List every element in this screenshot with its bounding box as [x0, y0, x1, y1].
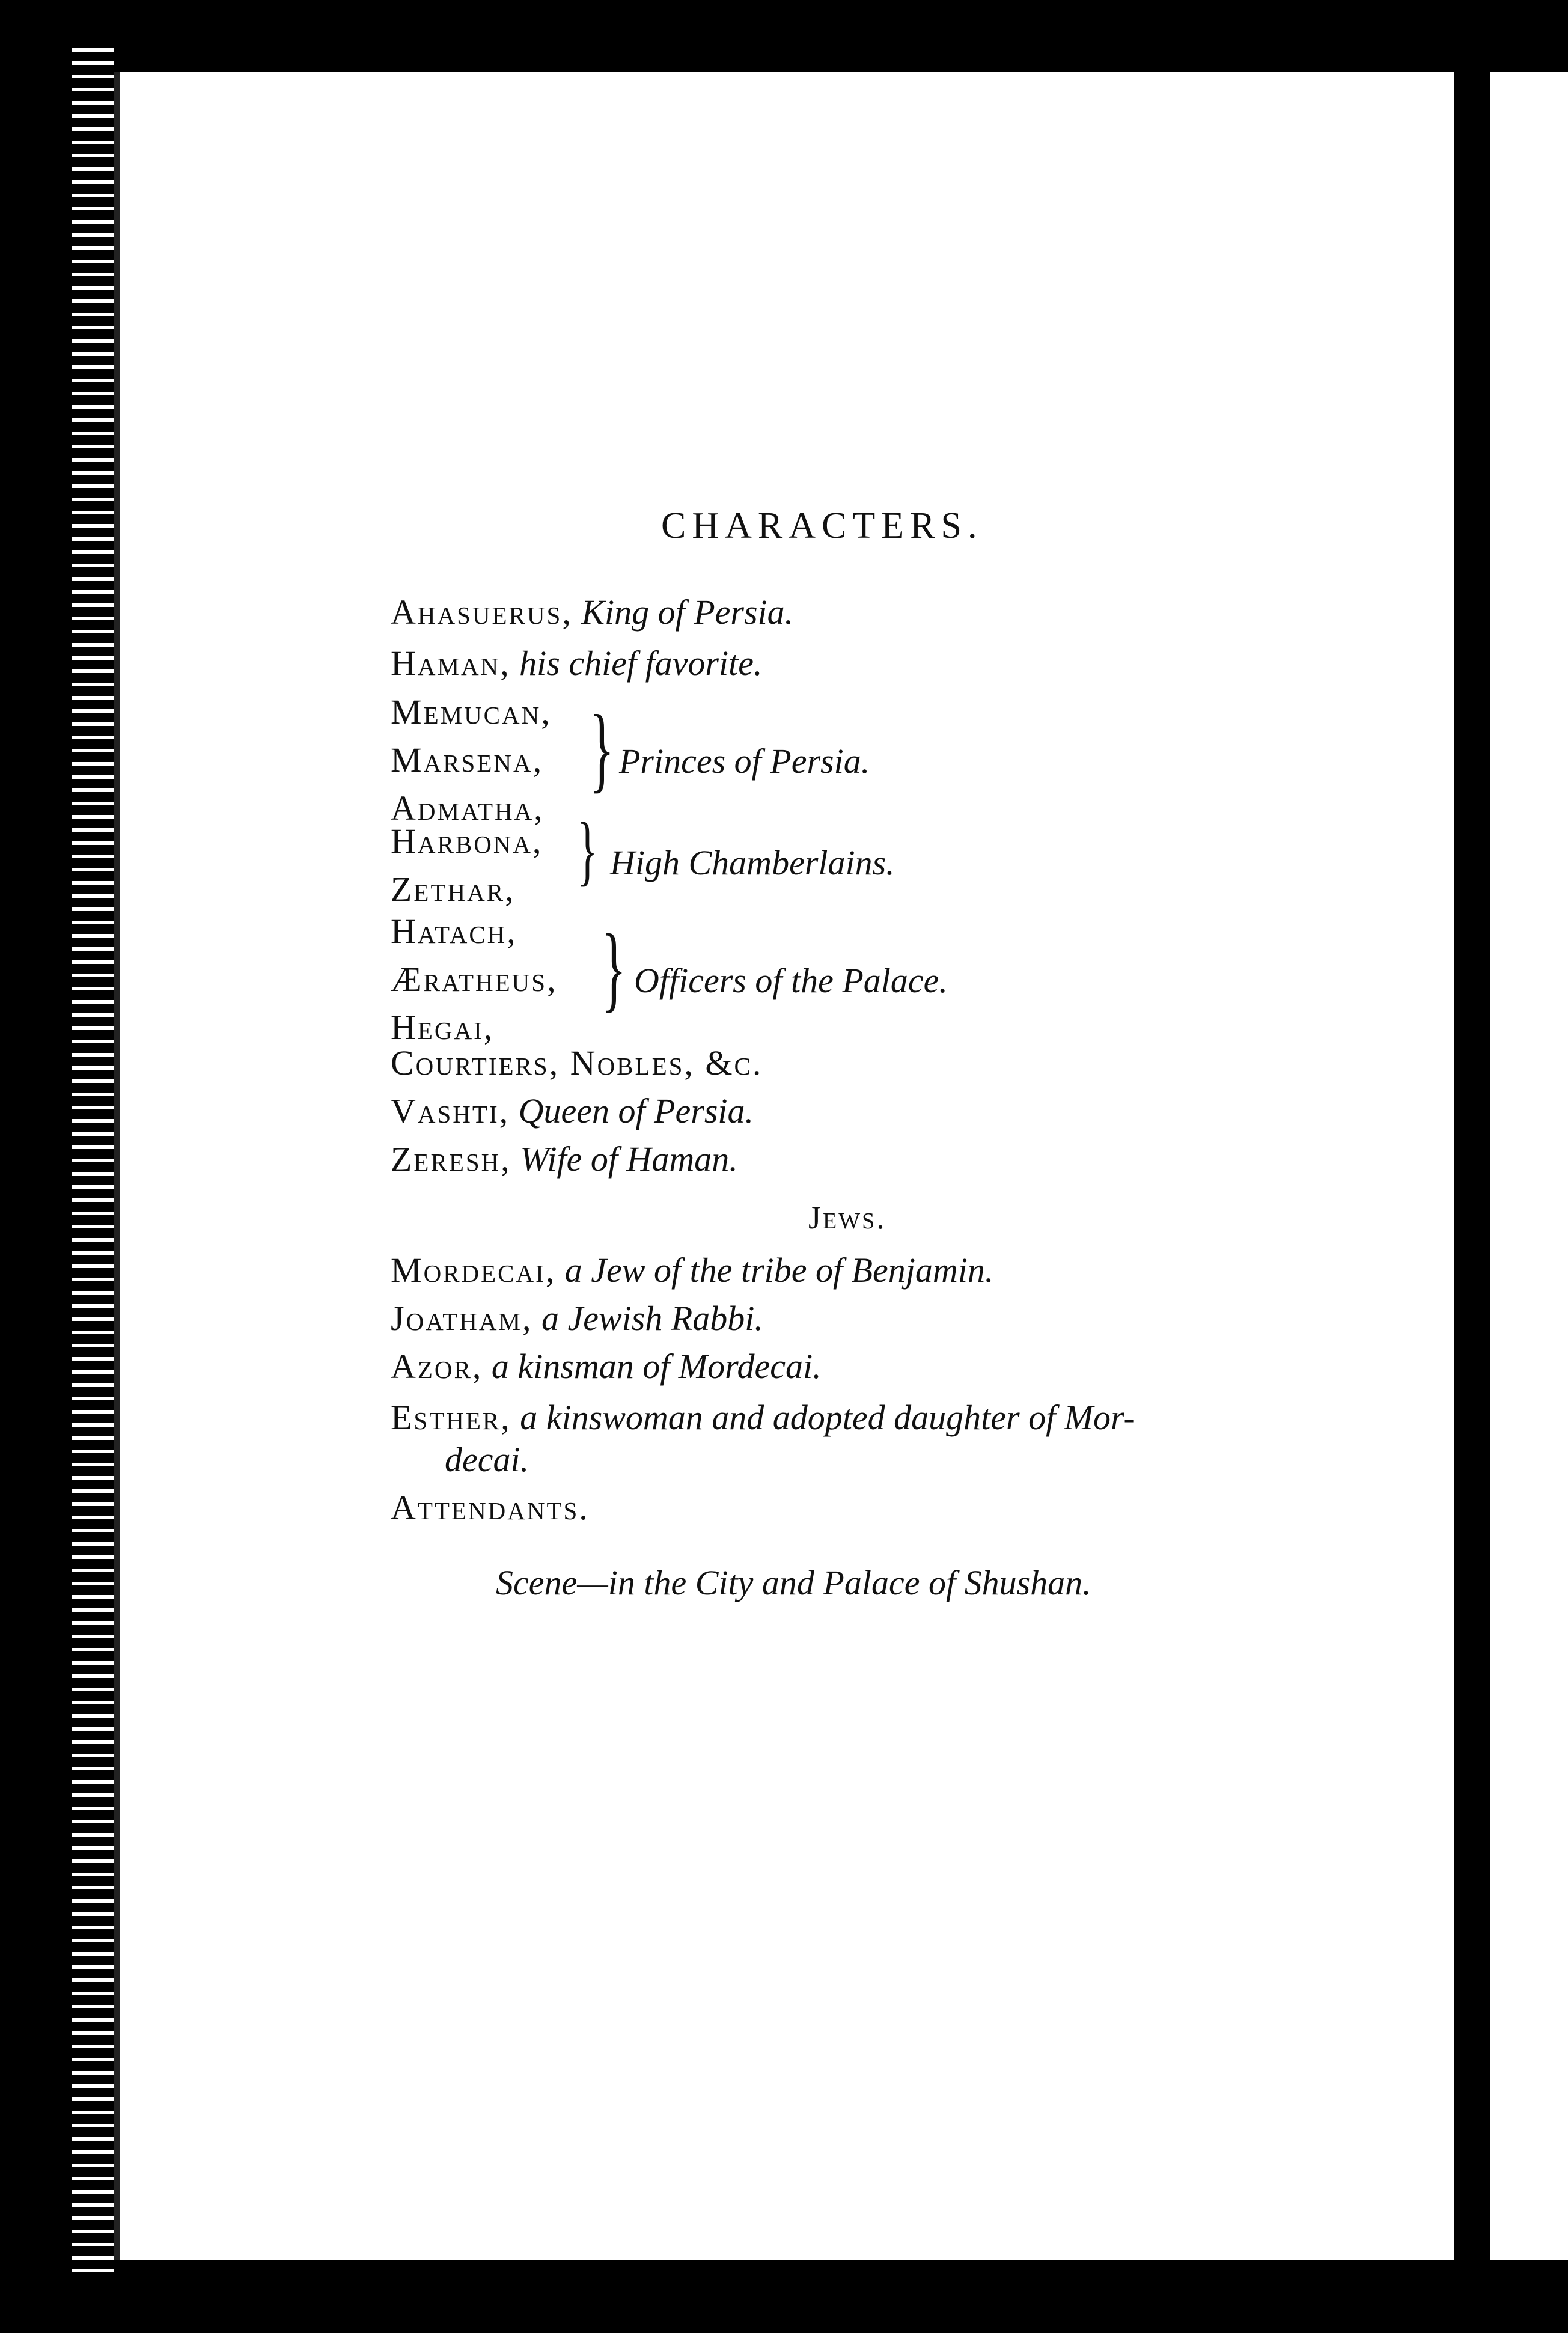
names-column	[391, 907, 558, 1052]
character-entry	[391, 595, 793, 630]
character-name: Haman,	[391, 644, 511, 683]
group-role: Princes of Persia.	[619, 742, 870, 781]
character-entry	[391, 1400, 1135, 1435]
brace: }	[601, 914, 627, 1021]
character-role: a kinswoman and adopted daughter of Mor-	[520, 1398, 1135, 1437]
character-entry	[391, 1301, 763, 1336]
book-edge-right	[1454, 72, 1568, 2260]
names-column	[391, 688, 552, 832]
character-name: Joatham,	[391, 1299, 533, 1338]
character-name: Vashti,	[391, 1091, 510, 1130]
character-name: Hegai,	[391, 1008, 495, 1047]
character-role-continued: decai.	[445, 1440, 529, 1479]
names-column	[391, 817, 543, 913]
book-edge-left	[0, 0, 114, 2333]
scene-note: Scene—in the City and Palace of Shushan.	[496, 1563, 1091, 1602]
brace: }	[589, 695, 615, 802]
character-name: Æratheus,	[391, 960, 558, 999]
character-name: Admatha,	[391, 788, 545, 828]
attendants-entry: Attendants.	[391, 1488, 590, 1527]
character-name: Harbona,	[391, 822, 543, 861]
character-role: his chief favorite.	[519, 644, 763, 683]
character-name: Memucan,	[391, 692, 552, 731]
group-role: Officers of the Palace.	[634, 961, 948, 1000]
character-entry	[391, 646, 762, 681]
group-role: High Chamberlains.	[610, 843, 895, 882]
page-title: CHARACTERS.	[661, 505, 983, 546]
brace: }	[577, 807, 598, 894]
character-entry	[391, 1139, 738, 1179]
character-name: Hatach,	[391, 912, 517, 951]
binding-shadow	[1454, 72, 1490, 2260]
character-name: Zeresh,	[391, 1139, 511, 1179]
character-role: Queen of Persia.	[518, 1091, 754, 1130]
character-role: a kinsman of Mordecai.	[491, 1347, 822, 1386]
character-role: Wife of Haman.	[520, 1139, 738, 1179]
page	[114, 72, 1460, 2260]
character-entry	[391, 1253, 993, 1288]
character-name: Ahasuerus,	[391, 593, 573, 632]
character-name: Esther,	[391, 1398, 511, 1437]
character-entry	[391, 1349, 822, 1384]
page-edge-texture	[72, 48, 114, 2272]
character-entry	[391, 1091, 754, 1130]
character-name: Mordecai,	[391, 1251, 557, 1290]
character-role: a Jewish Rabbi.	[541, 1299, 763, 1338]
character-name: Zethar,	[391, 870, 516, 909]
character-role: King of Persia.	[581, 593, 794, 632]
jews-heading: Jews.	[808, 1200, 886, 1236]
character-name: Azor,	[391, 1347, 483, 1386]
character-role: a Jew of the tribe of Benjamin.	[564, 1251, 994, 1290]
character-name: Marsena,	[391, 740, 544, 779]
courtiers-entry: Courtiers, Nobles, &c.	[391, 1043, 763, 1082]
